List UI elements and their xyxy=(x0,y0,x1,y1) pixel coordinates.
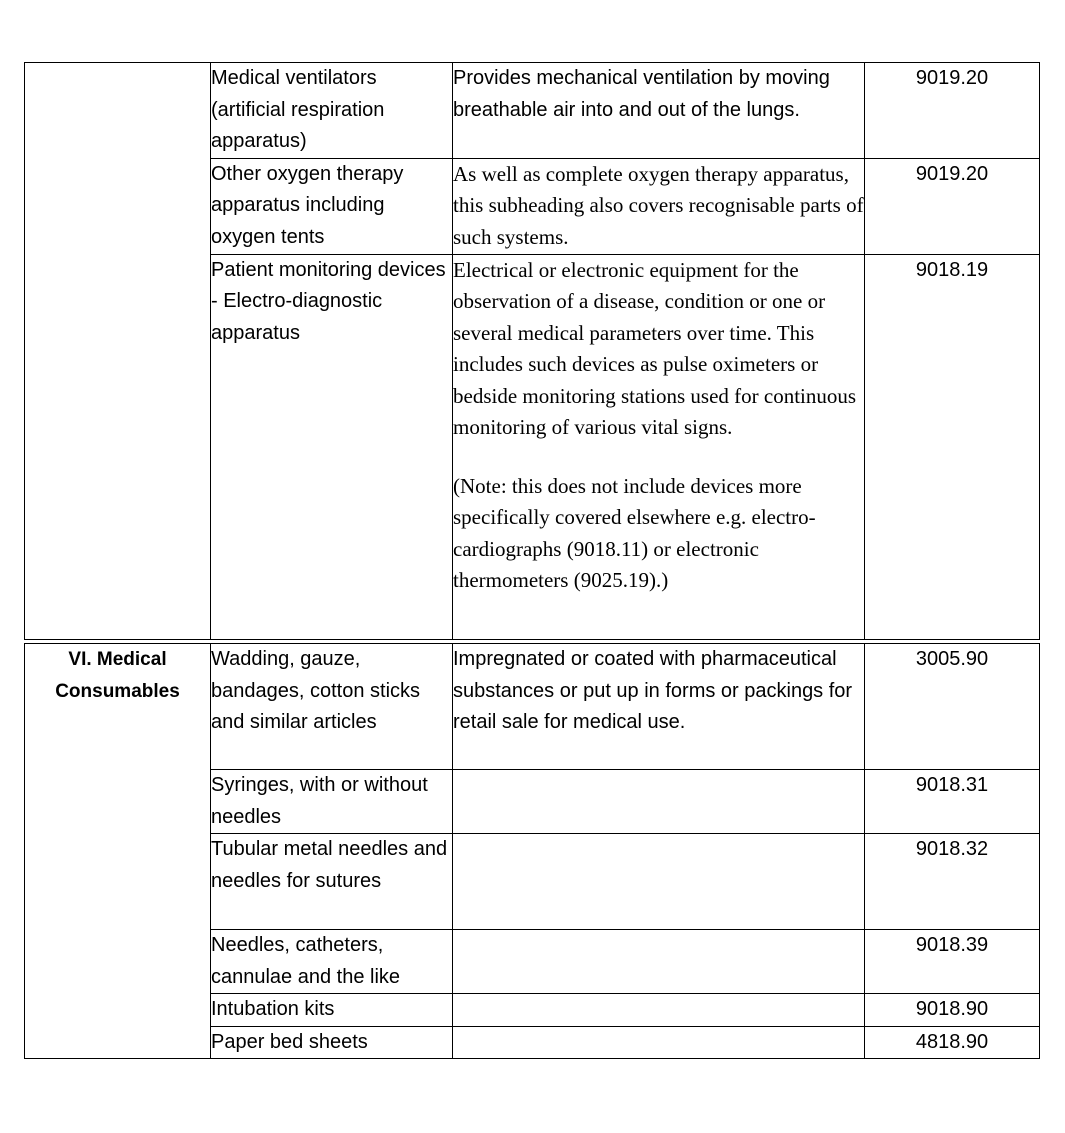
description-cell xyxy=(453,994,865,1027)
item-name-cell xyxy=(211,994,453,1027)
description-cell xyxy=(453,158,865,254)
item-name: Wadding, gauze, bandages, cotton sticks and similar articles xyxy=(211,648,421,733)
code-cell xyxy=(865,994,1040,1027)
item-name: Syringes, with or without needles xyxy=(211,774,428,828)
code-cell xyxy=(865,63,1040,159)
code-cell xyxy=(865,930,1040,994)
hs-code: 9018.31 xyxy=(915,774,989,796)
table-row xyxy=(25,63,1040,159)
category-label: VI. Medical Consumables xyxy=(55,649,180,702)
description-cell xyxy=(453,644,865,770)
hs-code: 9018.39 xyxy=(915,934,989,956)
item-description: Impregnated or coated with pharmaceutical substances or put up in forms or packings for retail sale for medical use. xyxy=(453,648,853,733)
hs-code: 9019.20 xyxy=(915,67,989,89)
description-cell xyxy=(453,63,865,159)
hs-code: 9018.32 xyxy=(915,838,989,860)
code-cell xyxy=(865,770,1040,834)
item-description: As well as complete oxygen therapy apparatus, this subheading also covers recognisable parts of such systems. xyxy=(453,161,864,249)
code-cell xyxy=(865,834,1040,930)
code-cell xyxy=(865,1026,1040,1059)
item-note: (Note: this does not include devices more specifically covered elsewhere e.g. electro-cardiographs (9018.11) or electronic thermometers (9025.19).) xyxy=(453,473,816,592)
consumables-table xyxy=(24,643,1040,1059)
hs-code: 9018.19 xyxy=(915,258,989,281)
equipment-table-top xyxy=(24,62,1040,640)
item-name: Patient monitoring devices - Electro-diagnostic apparatus xyxy=(211,258,446,344)
hs-code: 3005.90 xyxy=(915,648,989,670)
item-name-cell xyxy=(211,63,453,159)
description-cell xyxy=(453,1026,865,1059)
item-name-cell xyxy=(211,644,453,770)
hs-code: 9019.20 xyxy=(915,162,989,185)
item-name: Paper bed sheets xyxy=(211,1030,368,1053)
item-name-cell xyxy=(211,158,453,254)
hs-code: 4818.90 xyxy=(915,1030,989,1053)
code-cell xyxy=(865,254,1040,640)
item-name-cell xyxy=(211,254,453,640)
item-name-cell xyxy=(211,930,453,994)
description-cell xyxy=(453,770,865,834)
item-name: Medical ventilators (artificial respiration apparatus) xyxy=(211,67,385,152)
item-name: Tubular metal needles and needles for sutures xyxy=(211,838,448,892)
item-name: Intubation kits xyxy=(211,998,335,1020)
code-cell xyxy=(865,158,1040,254)
hs-code: 9018.90 xyxy=(915,998,989,1020)
item-name-cell xyxy=(211,1026,453,1059)
item-name-cell xyxy=(211,834,453,930)
category-cell xyxy=(25,644,211,1059)
description-cell xyxy=(453,254,865,640)
table-row xyxy=(25,644,1040,770)
item-name: Needles, catheters, cannulae and the like xyxy=(211,934,401,988)
description-cell xyxy=(453,930,865,994)
item-description: Provides mechanical ventilation by moving breathable air into and out of the lungs. xyxy=(453,67,830,121)
description-cell xyxy=(453,834,865,930)
code-cell xyxy=(865,644,1040,770)
item-name-cell xyxy=(211,770,453,834)
item-description: Electrical or electronic equipment for the observation of a disease, condition or one or several medical parameters over time. This includes such devices as pulse oximeters or bedside monitoring stations used for continuous monitoring of various vital signs. xyxy=(453,257,857,439)
category-cell xyxy=(25,63,211,640)
item-name: Other oxygen therapy apparatus including oxygen tents xyxy=(211,162,404,248)
